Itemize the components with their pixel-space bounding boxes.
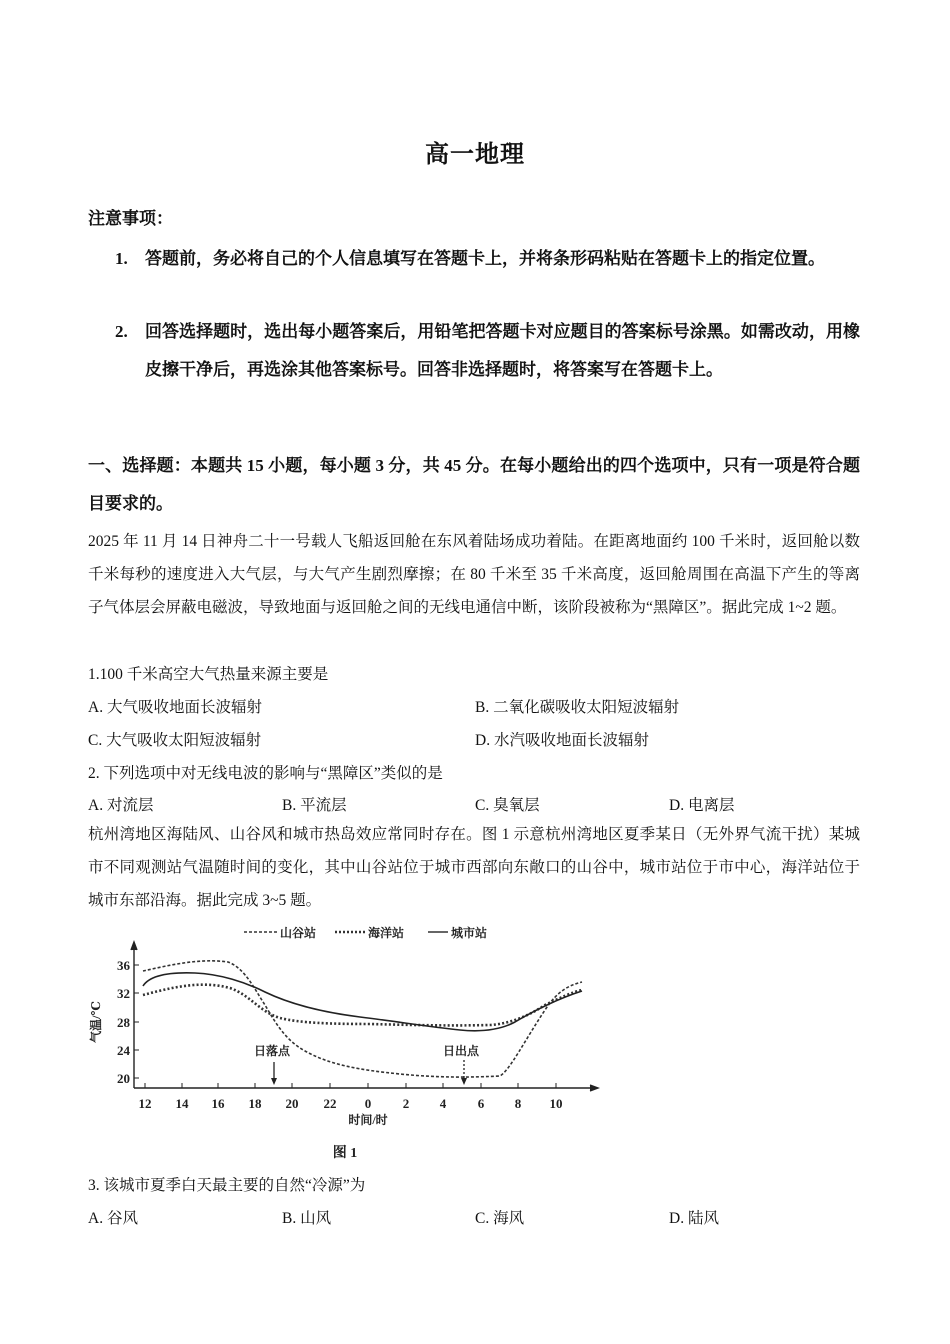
arrow-down-icon bbox=[271, 1078, 277, 1085]
notice-item-2 bbox=[115, 313, 860, 427]
y-tick-20: 20 bbox=[117, 1071, 130, 1086]
series-ocean-line bbox=[143, 985, 582, 1026]
question-1-option-c[interactable]: C. 大气吸收太阳短波辐射 bbox=[88, 732, 262, 749]
x-tick: 12 bbox=[138, 1096, 152, 1111]
question-3-option-d[interactable]: D. 陆风 bbox=[669, 1210, 719, 1227]
question-1-stem: 1.100 千米高空大气热量来源主要是 bbox=[88, 666, 329, 683]
sunset-label: 日落点 bbox=[253, 1044, 291, 1058]
question-2-stem: 2. 下列选项中对无线电波的影响与“黑障区”类似的是 bbox=[88, 765, 443, 782]
notice-item-text: 回答选择题时，选出每小题答案后，用铅笔把答题卡对应题目的答案标号涂黑。如需改动，用橡皮擦干净后，再选涂其他答案标号。回答非选择题时，将答案写在答题卡上。 bbox=[145, 322, 860, 379]
question-1-option-d[interactable]: D. 水汽吸收地面长波辐射 bbox=[475, 732, 649, 749]
question-3-option-a[interactable]: A. 谷风 bbox=[88, 1210, 138, 1227]
arrow-down-icon bbox=[461, 1078, 467, 1085]
notice-item-1 bbox=[115, 240, 860, 316]
question-2-option-a[interactable]: A. 对流层 bbox=[88, 797, 154, 814]
section-heading: 一、选择题：本题共 15 小题，每小题 3 分，共 45 分。在每小题给出的四个选项中，只有一项是符合题目要求的。 bbox=[88, 456, 860, 513]
sunset-annotation bbox=[254, 1043, 291, 1085]
question-2-option-c[interactable]: C. 臭氧层 bbox=[475, 797, 540, 814]
x-tick: 18 bbox=[248, 1096, 262, 1111]
legend-city: 城市站 bbox=[451, 926, 488, 940]
question-3-option-b[interactable]: B. 山风 bbox=[282, 1210, 332, 1227]
passage-1: 2025 年 11 月 14 日神舟二十一号载人飞船返回舱在东风着陆场成功着陆。在距离地面约 100 千米时，返回舱以数千米每秒的速度进入大气层，与大气产生剧烈摩擦；在 80 千米至 35 千米高度，返回舱周围在高温下产生的等离子气体层会屏蔽电磁波，导致地面与返回舱之间的无线电通信中断，该阶段被称为“黑障区”。据此完成 1~2 题。 bbox=[88, 533, 860, 616]
y-tick-28: 28 bbox=[117, 1015, 130, 1030]
y-axis-label: 气温/℃ bbox=[89, 1001, 103, 1043]
question-1-option-b[interactable]: B. 二氧化碳吸收太阳短波辐射 bbox=[475, 699, 680, 716]
y-tick-36: 36 bbox=[117, 958, 130, 973]
x-tick: 6 bbox=[477, 1096, 485, 1111]
series-city-line bbox=[143, 973, 582, 1031]
notice-item-text: 答题前，务必将自己的个人信息填写在答题卡上，并将条形码粘贴在答题卡上的指定位置。 bbox=[145, 249, 825, 268]
chart-legend bbox=[244, 925, 487, 940]
sunrise-label: 日出点 bbox=[442, 1044, 480, 1058]
question-2-option-d[interactable]: D. 电离层 bbox=[669, 797, 735, 814]
x-tick: 16 bbox=[211, 1096, 225, 1111]
y-tick-32: 32 bbox=[117, 986, 130, 1001]
temperature-chart bbox=[85, 915, 605, 1165]
y-tick-24: 24 bbox=[117, 1043, 130, 1058]
question-2-option-b[interactable]: B. 平流层 bbox=[282, 797, 347, 814]
sunrise-annotation bbox=[443, 1043, 480, 1085]
question-3-stem: 3. 该城市夏季白天最主要的自然“冷源”为 bbox=[88, 1177, 366, 1194]
series-valley-line bbox=[143, 961, 582, 1077]
x-axis-ticks bbox=[139, 1083, 563, 1111]
notice-heading: 注意事项： bbox=[88, 209, 173, 228]
notice-item-number: 2. bbox=[115, 322, 128, 341]
notice-item-number: 1. bbox=[115, 249, 128, 268]
figure-caption: 图 1 bbox=[332, 1146, 358, 1161]
legend-ocean: 海洋站 bbox=[368, 926, 405, 940]
legend-valley: 山谷站 bbox=[280, 926, 317, 940]
x-tick: 10 bbox=[549, 1096, 563, 1111]
chart-axes bbox=[131, 942, 598, 1091]
x-tick: 22 bbox=[323, 1096, 337, 1111]
y-axis-ticks bbox=[117, 958, 139, 1086]
x-axis-label: 时间/时 bbox=[348, 1113, 388, 1127]
question-3-option-c[interactable]: C. 海风 bbox=[475, 1210, 525, 1227]
x-tick: 20 bbox=[285, 1096, 299, 1111]
x-tick: 0 bbox=[364, 1096, 372, 1111]
x-tick: 8 bbox=[514, 1096, 522, 1111]
question-1-option-a[interactable]: A. 大气吸收地面长波辐射 bbox=[88, 699, 262, 716]
x-tick: 2 bbox=[402, 1096, 410, 1111]
x-tick: 14 bbox=[175, 1096, 189, 1111]
passage-2: 杭州湾地区海陆风、山谷风和城市热岛效应常同时存在。图 1 示意杭州湾地区夏季某日（无外界气流干扰）某城市不同观测站气温随时间的变化，其中山谷站位于城市西部向东敞口的山谷中，城市站位于市中心，海洋站位于城市东部沿海。据此完成 3~5 题。 bbox=[88, 826, 860, 909]
page-title: 高一地理 bbox=[425, 142, 525, 168]
x-tick: 4 bbox=[439, 1096, 447, 1111]
